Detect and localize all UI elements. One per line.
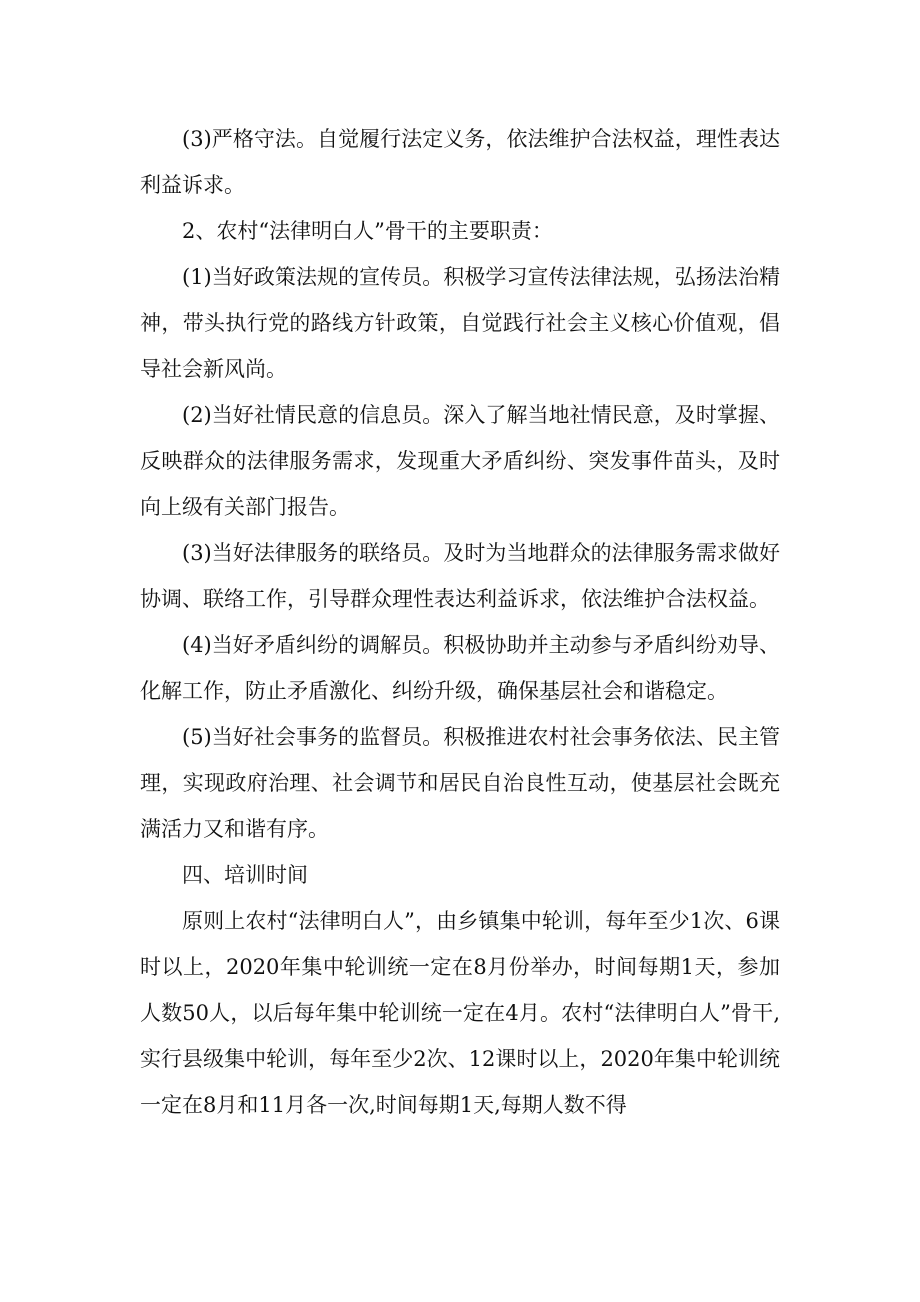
paragraph-training-schedule: 原则上农村“法律明白人”，由乡镇集中轮训，每年至少1次、6课时以上，2020年集中轮训统一定在8月份举办，时间每期1天，参加人数50人，以后每年集中轮训统一定在4月。农村“法律明白人”骨干,实行县级集中轮训，每年至少2次、12课时以上，2020年集中轮训统一定在8月和11月各一次,时间每期1天,每期人数不得 [140,909,780,1117]
section-heading-training-time: 四、培训时间 [182,863,308,887]
paragraph-role-mediator: (4)当好矛盾纠纷的调解员。积极协助并主动参与矛盾纠纷劝导、化解工作，防止矛盾激化、纠纷升级，确保基层社会和谐稳定。 [140,633,780,703]
heading-backbone-duties: 2、农村“法律明白人”骨干的主要职责： [182,219,553,243]
paragraph-role-publicist: (1)当好政策法规的宣传员。积极学习宣传法律法规，弘扬法治精神，带头执行党的路线方针政策，自觉践行社会主义核心价值观，倡导社会新风尚。 [140,265,780,381]
document-body [140,116,780,1128]
paragraph-role-informant: (2)当好社情民意的信息员。深入了解当地社情民意，及时掌握、反映群众的法律服务需求，发现重大矛盾纠纷、突发事件苗头，及时向上级有关部门报告。 [140,403,780,519]
paragraph-role-liaison: (3)当好法律服务的联络员。及时为当地群众的法律服务需求做好协调、联络工作，引导群众理性表达利益诉求，依法维护合法权益。 [140,541,780,611]
paragraph-duty-3-obey-law: (3)严格守法。自觉履行法定义务，依法维护合法权益，理性表达利益诉求。 [140,127,780,197]
paragraph-role-supervisor: (5)当好社会事务的监督员。积极推进农村社会事务依法、民主管理，实现政府治理、社会调节和居民自治良性互动，使基层社会既充满活力又和谐有序。 [140,725,780,841]
